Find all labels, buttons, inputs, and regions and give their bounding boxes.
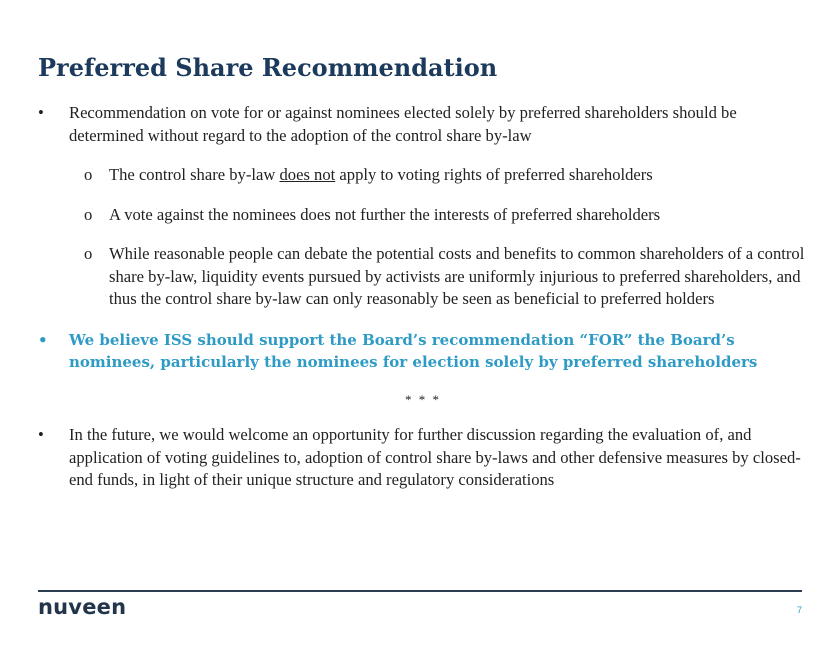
bullet-marker: • — [38, 330, 48, 349]
footer-divider — [38, 590, 802, 592]
highlight-text: We believe ISS should support the Board’s recommendation “FOR” the Board’s nominees, particularly the nominees for election solely by preferred shareholders — [69, 330, 758, 371]
bullet-item — [38, 102, 808, 147]
underlined-text: does not — [279, 165, 336, 184]
page-number: 7 — [796, 605, 802, 615]
separator: * * * — [405, 391, 441, 407]
sub-bullet-item — [38, 204, 808, 227]
sub-bullet-item — [38, 164, 808, 187]
sub-bullet-text-part: The control share by-law — [109, 165, 280, 184]
sub-bullet-text — [109, 165, 653, 184]
sub-bullet-item — [38, 243, 808, 311]
bullet-item — [38, 424, 808, 492]
bullet-item-highlight — [38, 329, 808, 374]
sub-bullet-marker: o — [84, 204, 93, 224]
sub-bullet-text: While reasonable people can debate the potential costs and benefits to common shareholders of a control share by-law, liquidity events pursued by activists are uniformly injurious to preferred shareholders, and thus the control share by-law can only reasonably be seen as beneficial to preferred holders — [109, 244, 805, 308]
sub-bullet-marker: o — [84, 165, 93, 184]
bullet-text: In the future, we would welcome an opportunity for further discussion regarding the evaluation of, and application of voting guidelines to, adoption of control share by-laws and other defensive measures by closed-end funds, in light of their unique structure and regulatory considerations — [69, 425, 801, 489]
sub-bullet-marker: o — [84, 244, 93, 263]
bullet-text: Recommendation on vote for or against nominees elected solely by preferred shareholders should be determined without regard to the adoption of the control share by-law — [69, 103, 737, 145]
bullet-marker: • — [38, 103, 44, 122]
bullet-marker: • — [38, 425, 44, 444]
slide-title: Preferred Share Recommendation — [38, 53, 498, 82]
sub-bullet-text: A vote against the nominees does not further the interests of preferred shareholders — [109, 204, 661, 224]
slide-body — [38, 102, 808, 492]
sub-bullet-text-part: apply to voting rights of preferred shareholders — [335, 165, 653, 184]
nuveen-logo: nuveen — [38, 595, 127, 619]
